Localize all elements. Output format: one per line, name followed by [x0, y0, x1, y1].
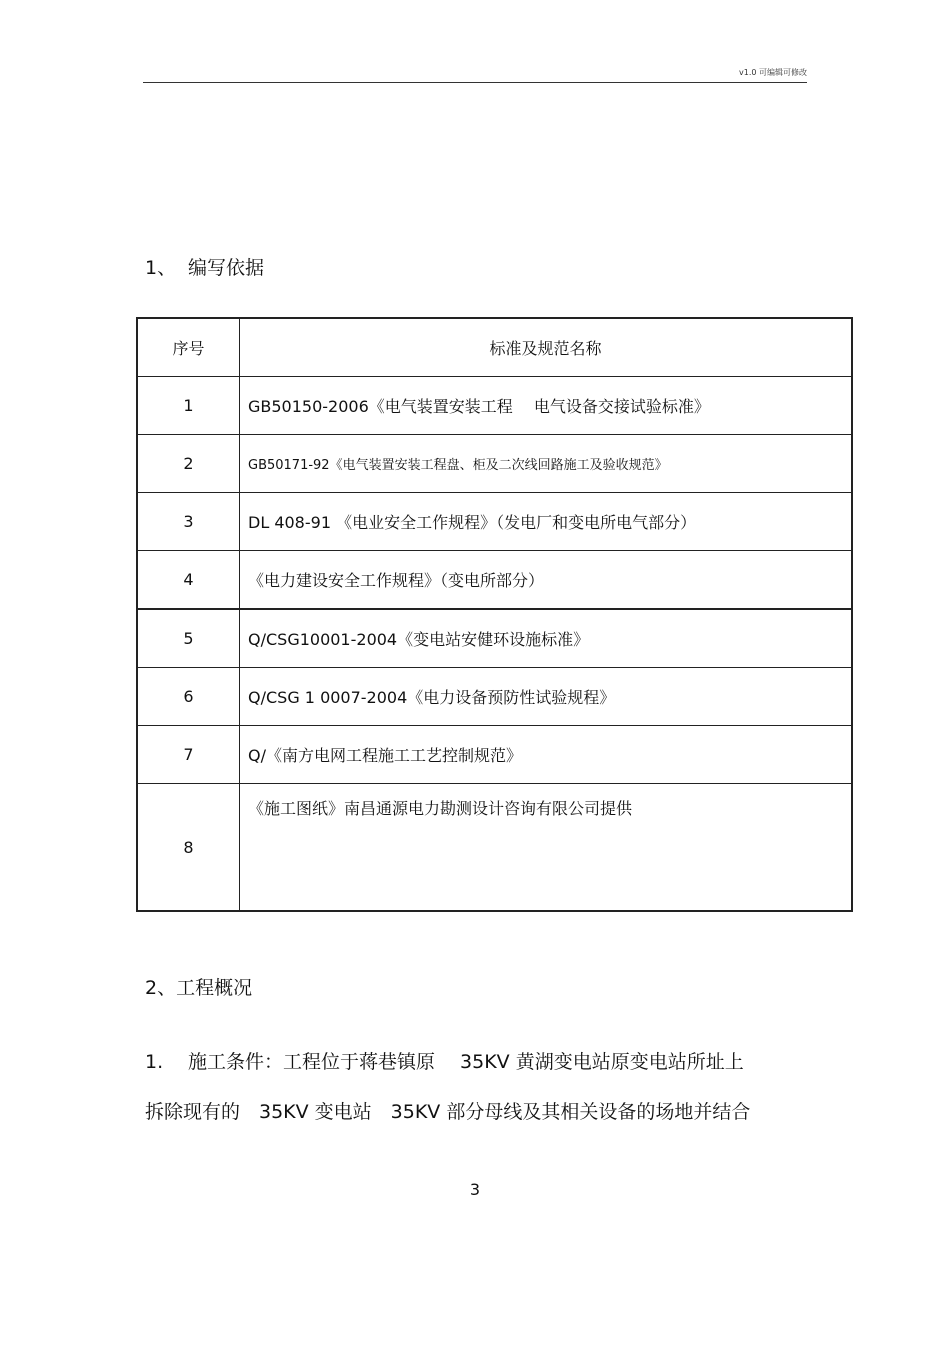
- body-paragraph-line-1: [145, 1047, 744, 1074]
- table-row: [137, 668, 852, 726]
- row-name-cell: 《电力建设安全工作规程》（变电所部分）: [240, 551, 853, 610]
- body-text-line-1: 施工条件：工程位于蒋巷镇原 35KV 黄湖变电站原变电站所址上: [188, 1051, 744, 1073]
- row-name-cell: Q/CSG 1 0007-2004《电力设备预防性试验规程》: [240, 668, 853, 726]
- row-name-cell: Q/《南方电网工程施工工艺控制规范》: [240, 726, 853, 784]
- row-number-cell: 1: [137, 377, 240, 435]
- row-name-cell: DL 408-91 《电业安全工作规程》（发电厂和变电所电气部分）: [240, 493, 853, 551]
- row-name-cell: GB50150-2006《电气装置安装工程 电气设备交接试验标准》: [240, 377, 853, 435]
- page-number: 3: [469, 1180, 481, 1199]
- section-title: 编写依据: [188, 257, 265, 279]
- table-header-row: [137, 318, 852, 377]
- row-number-cell: 4: [137, 551, 240, 610]
- header-cell-number: 序号: [137, 318, 240, 377]
- row-name-cell: GB50171-92《电气装置安装工程盘、柜及二次线回路施工及验收规范》: [240, 435, 853, 493]
- header-cell-name: 标准及规范名称: [240, 318, 853, 377]
- table-row: [137, 726, 852, 784]
- row-name-cell: Q/CSG10001-2004《变电站安健环设施标准》: [240, 609, 853, 668]
- header-divider: [143, 82, 807, 83]
- table-row: [137, 435, 852, 493]
- section-heading-basis: [145, 253, 264, 280]
- item-number: 1.: [145, 1051, 164, 1073]
- row-number-cell: 3: [137, 493, 240, 551]
- row-number-cell: 6: [137, 668, 240, 726]
- row-number-cell: 8: [137, 784, 240, 912]
- table-row: [137, 609, 852, 668]
- table-row: [137, 377, 852, 435]
- body-text-line-2: 拆除现有的 35KV 变电站 35KV 部分母线及其相关设备的场地并结合: [145, 1101, 751, 1123]
- row-name-cell: 《施工图纸》南昌通源电力勘测设计咨询有限公司提供: [240, 784, 853, 912]
- section-number: 1、: [145, 257, 177, 279]
- table-row: [137, 493, 852, 551]
- table-row: [137, 551, 852, 610]
- header-version-text: v1.0 可编辑可修改: [739, 68, 807, 77]
- row-number-cell: 2: [137, 435, 240, 493]
- section-heading-overview: 2、工程概况: [145, 977, 253, 999]
- row-number-cell: 5: [137, 609, 240, 668]
- row-number-cell: 7: [137, 726, 240, 784]
- table-row: [137, 784, 852, 912]
- standards-table: [136, 317, 853, 912]
